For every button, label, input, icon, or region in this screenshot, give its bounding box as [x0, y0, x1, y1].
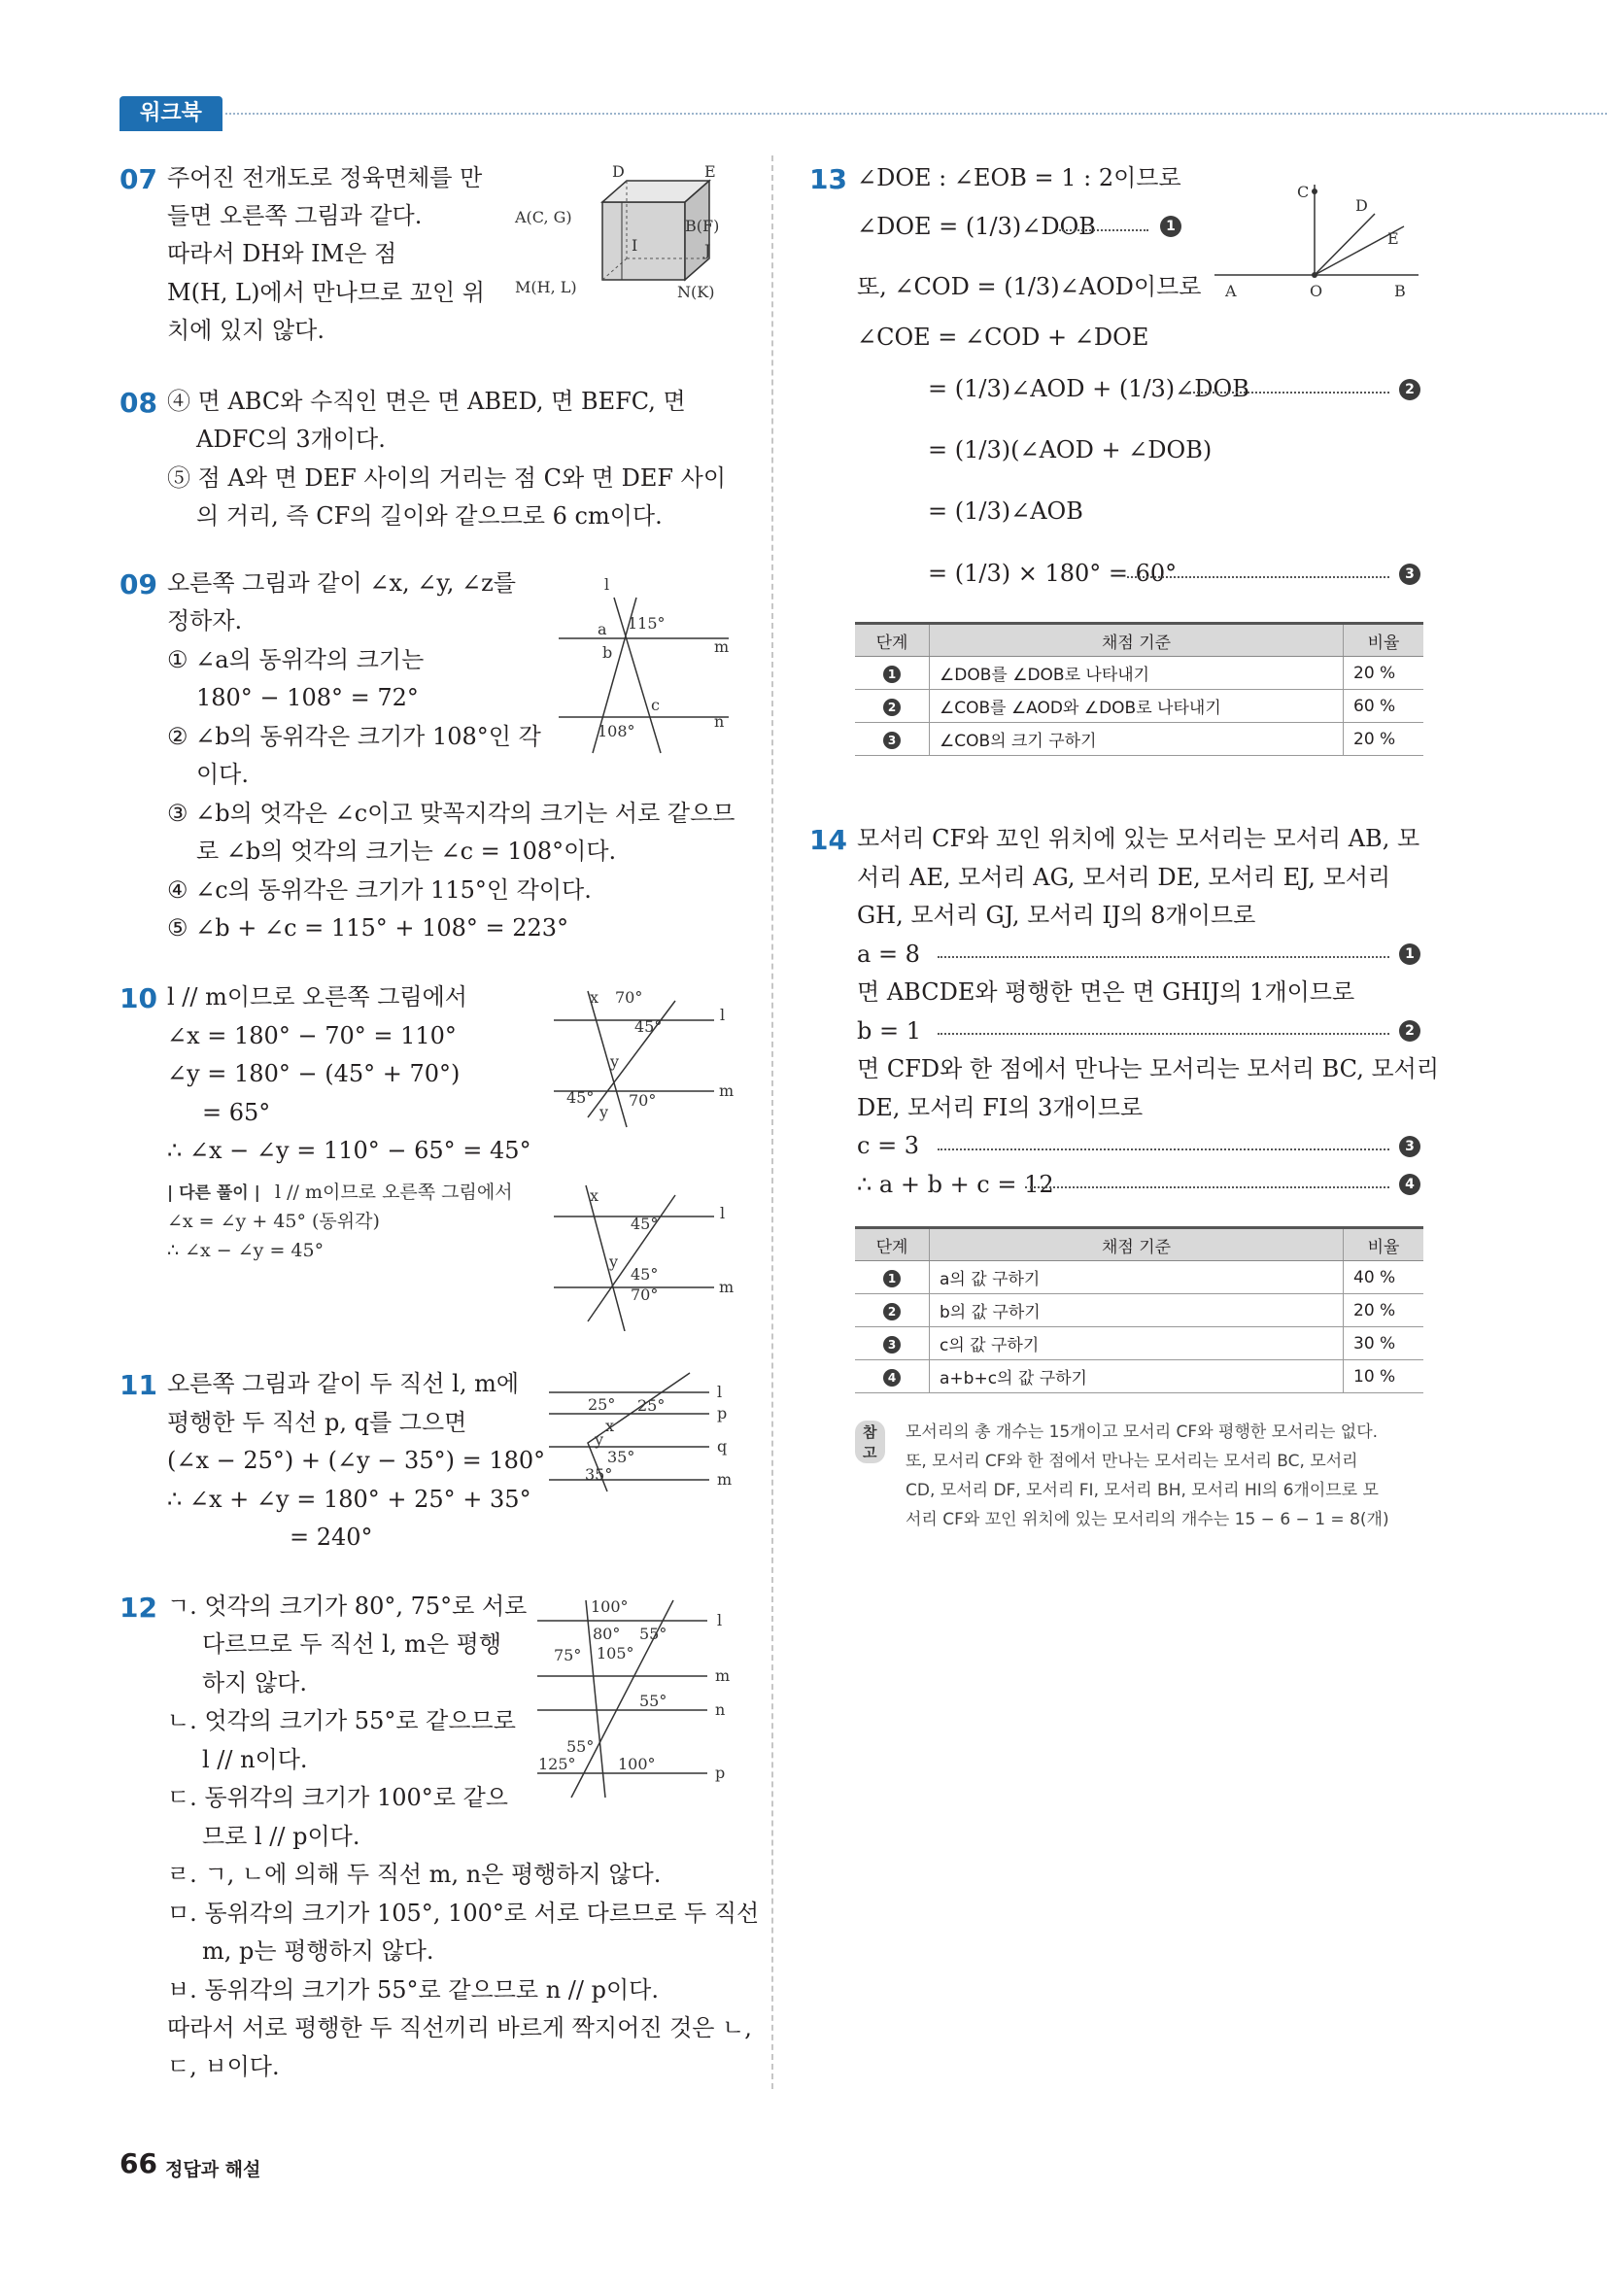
- text-line: 이다.: [196, 761, 249, 788]
- text-line: c = 3: [857, 1132, 920, 1159]
- text-line: ∠DOE = (1/3)∠DOB: [857, 213, 1096, 240]
- fig-label: q: [717, 1437, 728, 1456]
- problem-number: 08: [120, 387, 157, 419]
- problem-number: 14: [809, 824, 847, 856]
- fig-label: m: [715, 1666, 731, 1685]
- note-line: 또, 모서리 CF와 한 점에서 만나는 모서리는 모서리 BC, 모서리: [906, 1452, 1358, 1471]
- alt-line: ∴ ∠x − ∠y = 45°: [167, 1240, 325, 1261]
- parallel-figure-11: [544, 1365, 738, 1501]
- table-row: [855, 1360, 1423, 1393]
- fig-label: x: [590, 988, 599, 1007]
- fig-label: 100°: [591, 1597, 629, 1616]
- problem-number: 07: [120, 163, 157, 195]
- text-line: m, p는 평행하지 않다.: [202, 1937, 434, 1965]
- footer-title: 정답과 해설: [165, 2159, 261, 2180]
- table-cell: a+b+c의 값 구하기: [930, 1360, 1344, 1393]
- cube-figure: [510, 163, 743, 314]
- text-line: 의 거리, 즉 CF의 길이와 같으므로 6 cm이다.: [196, 502, 663, 530]
- fig-label: B: [1394, 282, 1406, 300]
- table-cell: 30 %: [1344, 1327, 1424, 1360]
- text-line: ㄱ. 엇각의 크기가 80°, 75°로 서로: [167, 1593, 528, 1620]
- fig-label: c: [651, 696, 660, 714]
- fig-label: 45°: [566, 1088, 595, 1107]
- fig-label: D: [612, 163, 625, 181]
- text-line: = (1/3)∠AOD + (1/3)∠DOB: [928, 375, 1249, 402]
- problem-number: 12: [120, 1592, 157, 1624]
- fig-label: 45°: [634, 1017, 663, 1036]
- fig-label: 55°: [566, 1737, 595, 1756]
- parallel-figure-2: [549, 1176, 743, 1331]
- text-line: ADFC의 3개이다.: [196, 426, 386, 453]
- step-marker: 2: [883, 1303, 901, 1320]
- text-line: ② ∠b의 동위각은 크기가 108°인 각: [167, 723, 541, 750]
- problem-number: 09: [120, 568, 157, 600]
- fig-label: n: [714, 712, 725, 731]
- table-row: [855, 690, 1423, 723]
- text-line: 므로 l // p이다.: [202, 1823, 360, 1850]
- fig-label: y: [599, 1103, 609, 1121]
- fig-label: 105°: [597, 1644, 634, 1662]
- table-row: [855, 723, 1423, 756]
- table-row: [855, 1261, 1423, 1294]
- text-line: ∠x = 180° − 70° = 110°: [167, 1022, 457, 1049]
- table-cell: 10 %: [1344, 1360, 1424, 1393]
- fig-label: 45°: [631, 1265, 659, 1284]
- fig-label: 45°: [631, 1215, 659, 1233]
- text-line: ③ ∠b의 엇각은 ∠c이고 맞꼭지각의 크기는 서로 같으므: [167, 800, 735, 827]
- scoring-table: [855, 622, 1423, 756]
- page-number: 66: [120, 2147, 157, 2179]
- text-line: a = 8: [857, 941, 920, 968]
- table-cell: 60 %: [1344, 690, 1424, 723]
- text-line: ∠DOE : ∠EOB = 1 : 2이므로: [857, 164, 1181, 191]
- alt-line: ∠x = ∠y + 45° (동위각): [167, 1211, 380, 1232]
- text-line: (∠x − 25°) + (∠y − 35°) = 180°: [167, 1447, 546, 1474]
- note-line: 서리 CF와 꼬인 위치에 있는 모서리의 개수는 15 − 6 − 1 = 8(개): [906, 1510, 1389, 1529]
- leader-dots: [1185, 392, 1389, 394]
- text-line: ∴ ∠x − ∠y = 110° − 65° = 45°: [167, 1137, 531, 1164]
- fig-label: N(K): [677, 283, 715, 301]
- problem-number: 13: [809, 163, 847, 195]
- text-line: 오른쪽 그림과 같이 두 직선 l, m에: [167, 1370, 520, 1397]
- text-line: ∴ a + b + c = 12: [857, 1171, 1054, 1198]
- note-tag: 참고: [855, 1421, 885, 1463]
- fig-label: E: [1387, 229, 1399, 248]
- column-divider: [771, 155, 773, 2089]
- text-line: ⑤ ∠b + ∠c = 115° + 108° = 223°: [167, 914, 569, 942]
- fig-label: a: [598, 620, 607, 638]
- text-line: ④ 면 ABC와 수직인 면은 면 ABED, 면 BEFC, 면: [167, 388, 686, 415]
- text-line: DE, 모서리 FI의 3개이므로: [857, 1094, 1144, 1121]
- fig-label: 70°: [615, 988, 643, 1007]
- fig-label: M(H, L): [515, 278, 577, 296]
- text-line: ㄴ. 엇각의 크기가 55°로 같으므로: [167, 1707, 516, 1734]
- fig-label: l: [717, 1383, 723, 1401]
- text-line: l // n이다.: [202, 1746, 308, 1773]
- table-header: 비율: [1344, 1228, 1424, 1261]
- text-line: ⑤ 점 A와 면 DEF 사이의 거리는 점 C와 면 DEF 사이: [167, 464, 727, 492]
- fig-label: 25°: [588, 1395, 616, 1414]
- text-line: 따라서 서로 평행한 두 직선끼리 바르게 짝지어진 것은 ㄴ,: [167, 2014, 752, 2041]
- text-line: ㄷ, ㅂ이다.: [167, 2053, 280, 2080]
- fig-label: x: [605, 1417, 615, 1435]
- text-line: 오른쪽 그림과 같이 ∠x, ∠y, ∠z를: [167, 569, 516, 597]
- fig-label: 35°: [585, 1465, 613, 1484]
- parallel-figure-1: [549, 981, 743, 1137]
- table-cell: ∠DOB를 ∠DOB로 나타내기: [930, 657, 1344, 690]
- table-header: 단계: [855, 624, 930, 657]
- fig-label: 55°: [639, 1692, 667, 1710]
- step-marker: 3: [1399, 564, 1420, 585]
- step-marker: 4: [883, 1369, 901, 1387]
- leader-dots: [938, 1033, 1389, 1035]
- step-marker: 2: [1399, 379, 1420, 400]
- parallel-figure-12: [532, 1589, 741, 1807]
- text-line: 정하자.: [167, 607, 243, 634]
- table-header: 채점 기준: [930, 1228, 1344, 1261]
- leader-dots: [1059, 229, 1148, 231]
- leader-dots: [1025, 1186, 1389, 1188]
- note-line: CD, 모서리 DF, 모서리 FI, 모서리 BH, 모서리 HI의 6개이므로 모: [906, 1481, 1379, 1500]
- text-line: ∴ ∠x + ∠y = 180° + 25° + 35°: [167, 1486, 531, 1513]
- fig-label: 55°: [639, 1625, 667, 1643]
- fig-label: y: [595, 1430, 604, 1449]
- text-line: ㄹ. ㄱ, ㄴ에 의해 두 직선 m, n은 평행하지 않다.: [167, 1861, 662, 1888]
- leader-dots: [1127, 576, 1389, 578]
- text-line: = (1/3)∠AOB: [928, 497, 1083, 525]
- leader-dots: [938, 956, 1389, 958]
- fig-label: y: [610, 1052, 620, 1071]
- fig-label: l: [720, 1204, 726, 1222]
- text-line: 또, ∠COD = (1/3)∠AOD이므로: [857, 273, 1202, 300]
- fig-label: 70°: [631, 1285, 659, 1304]
- table-header: 비율: [1344, 624, 1424, 657]
- fig-label: O: [1310, 282, 1323, 300]
- fig-label: 75°: [554, 1646, 582, 1664]
- step-marker: 2: [1399, 1020, 1420, 1042]
- text-line: ㅁ. 동위각의 크기가 105°, 100°로 서로 다르므로 두 직선: [167, 1900, 760, 1927]
- fig-label: l: [717, 1611, 723, 1629]
- text-line: 주어진 전개도로 정육면체를 만: [167, 164, 483, 191]
- text-line: ∠y = 180° − (45° + 70°): [167, 1060, 461, 1087]
- fig-label: l: [604, 575, 610, 594]
- text-line: b = 1: [857, 1017, 921, 1045]
- text-line: ④ ∠c의 동위각은 크기가 115°인 각이다.: [167, 876, 592, 904]
- fig-label: m: [719, 1081, 735, 1100]
- table-cell: ∠COB의 크기 구하기: [930, 723, 1344, 756]
- table-cell: ∠COB를 ∠AOD와 ∠DOB로 나타내기: [930, 690, 1344, 723]
- leader-dots: [938, 1148, 1389, 1150]
- text-line: 면 CFD와 한 점에서 만나는 모서리는 모서리 BC, 모서리: [857, 1055, 1440, 1082]
- table-cell: 20 %: [1344, 723, 1424, 756]
- fig-label: m: [714, 637, 730, 656]
- fig-label: 70°: [629, 1091, 657, 1110]
- alt-solution-tag: | 다른 풀이 |: [167, 1183, 260, 1203]
- fig-label: m: [719, 1278, 735, 1296]
- text-line: 치에 있지 않다.: [167, 317, 325, 344]
- step-marker: 3: [1399, 1136, 1420, 1157]
- header-rule: [225, 113, 1607, 115]
- fig-label: A: [1225, 282, 1237, 300]
- fig-label: 25°: [637, 1396, 666, 1415]
- text-line: = (1/3)(∠AOD + ∠DOB): [928, 436, 1213, 463]
- text-line: 따라서 DH와 IM은 점: [167, 240, 397, 267]
- fig-label: 115°: [628, 614, 666, 633]
- scoring-table: [855, 1226, 1423, 1393]
- fig-label: x: [590, 1186, 599, 1205]
- table-cell: c의 값 구하기: [930, 1327, 1344, 1360]
- text-line: ㄷ. 동위각의 크기가 100°로 같으: [167, 1784, 508, 1811]
- text-line: ㅂ. 동위각의 크기가 55°로 같으므로 n // p이다.: [167, 1976, 659, 2004]
- fig-label: D: [1355, 196, 1368, 215]
- fig-label: 80°: [593, 1625, 621, 1643]
- table-cell: 20 %: [1344, 657, 1424, 690]
- text-line: 로 ∠b의 엇각의 크기는 ∠c = 108°이다.: [196, 838, 617, 865]
- text-line: 들면 오른쪽 그림과 같다.: [167, 202, 423, 229]
- fig-label: A(C, G): [515, 208, 572, 226]
- text-line: ① ∠a의 동위각의 크기는: [167, 646, 425, 673]
- text-line: 서리 AE, 모서리 AG, 모서리 DE, 모서리 EJ, 모서리: [857, 864, 1391, 891]
- text-line: 모서리 CF와 꼬인 위치에 있는 모서리는 모서리 AB, 모: [857, 825, 1420, 852]
- problem-number: 11: [120, 1369, 157, 1401]
- table-header: 단계: [855, 1228, 930, 1261]
- text-line: 다르므로 두 직선 l, m은 평행: [202, 1630, 502, 1658]
- fig-label: E: [704, 163, 716, 181]
- alt-line: l // m이므로 오른쪽 그림에서: [275, 1182, 513, 1203]
- table-cell: 20 %: [1344, 1294, 1424, 1327]
- step-marker: 1: [1399, 943, 1420, 965]
- text-line: l // m이므로 오른쪽 그림에서: [167, 983, 467, 1011]
- fig-label: p: [715, 1764, 726, 1782]
- fig-label: y: [609, 1252, 619, 1271]
- text-line: = (1/3) × 180° = 60°: [928, 560, 1178, 587]
- fig-label: 35°: [607, 1448, 635, 1466]
- angle-figure: [1210, 170, 1428, 301]
- fig-label: n: [715, 1700, 726, 1719]
- text-line: 면 ABCDE와 평행한 면은 면 GHIJ의 1개이므로: [857, 978, 1355, 1006]
- step-marker: 1: [883, 666, 901, 683]
- table-row: [855, 657, 1423, 690]
- fig-label: 108°: [598, 722, 635, 740]
- fig-label: 100°: [618, 1755, 656, 1773]
- fig-label: C: [1297, 183, 1310, 201]
- fig-label: p: [717, 1404, 728, 1422]
- table-header: 채점 기준: [930, 624, 1344, 657]
- text-line: M(H, L)에서 만나므로 꼬인 위: [167, 279, 485, 306]
- text-line: GH, 모서리 GJ, 모서리 IJ의 8개이므로: [857, 902, 1256, 929]
- fig-label: I: [632, 236, 638, 255]
- step-marker: 1: [1160, 216, 1181, 237]
- text-line: = 65°: [202, 1099, 271, 1126]
- problem-number: 10: [120, 982, 157, 1014]
- table-row: [855, 1294, 1423, 1327]
- step-marker: 4: [1399, 1174, 1420, 1195]
- step-marker: 2: [883, 699, 901, 716]
- table-row: [855, 1327, 1423, 1360]
- table-cell: b의 값 구하기: [930, 1294, 1344, 1327]
- parallel-lines-figure: [554, 568, 738, 763]
- text-line: 하지 않다.: [202, 1669, 307, 1696]
- fig-label: B(F): [685, 217, 720, 235]
- table-cell: 40 %: [1344, 1261, 1424, 1294]
- table-cell: a의 값 구하기: [930, 1261, 1344, 1294]
- text-line: ∠COE = ∠COD + ∠DOE: [857, 324, 1149, 351]
- fig-label: l: [720, 1006, 726, 1024]
- fig-label: 125°: [538, 1755, 576, 1773]
- step-marker: 3: [883, 1336, 901, 1354]
- step-marker: 1: [883, 1270, 901, 1287]
- text-line: 평행한 두 직선 p, q를 그으면: [167, 1409, 467, 1436]
- fig-label: b: [602, 643, 613, 662]
- workbook-tab: 워크북: [120, 96, 222, 131]
- note-line: 모서리의 총 개수는 15개이고 모서리 CF와 평행한 모서리는 없다.: [906, 1422, 1379, 1442]
- text-line: = 240°: [290, 1524, 373, 1551]
- fig-label: m: [717, 1470, 733, 1489]
- fig-label: J: [704, 241, 711, 259]
- step-marker: 3: [883, 732, 901, 749]
- text-line: 180° − 108° = 72°: [196, 684, 419, 711]
